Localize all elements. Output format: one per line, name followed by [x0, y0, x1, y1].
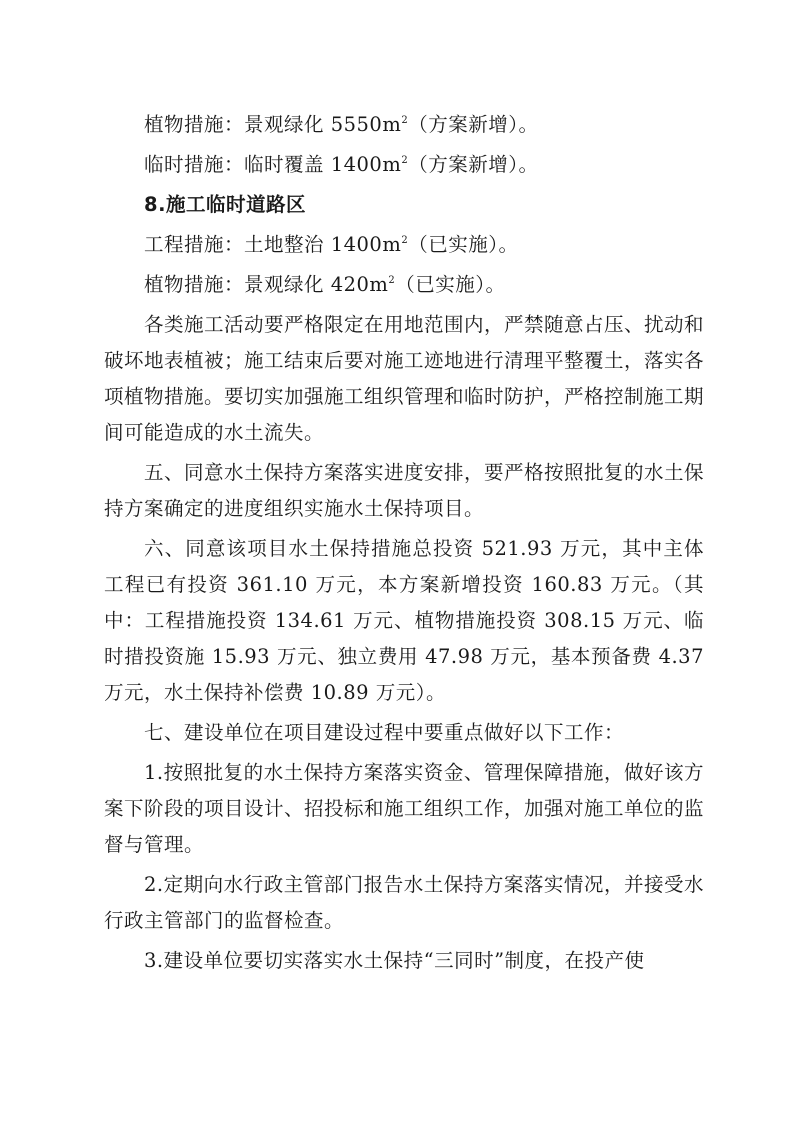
paragraph-construction-requirements: 各类施工活动要严格限定在用地范围内，严禁随意占压、扰动和破坏地表植被；施工结束后要对施工迹地进行清理平整覆土，落实各项植物措施。要切实加强施工组织管理和临时防护，严格控制施工期间可能造成的水土流失。 [104, 313, 705, 444]
document-body [104, 107, 704, 983]
paragraph-plant-measures: 植物措施：景观绿化 $5550m^2$（方案新增）。 [144, 113, 539, 136]
paragraph-subitem-2: 2.定期向水行政主管部门报告水土保持方案落实情况，并接受水行政主管部门的监督检查。 [104, 873, 704, 932]
paragraph-temporary-measures: 临时措施：临时覆盖 $1400m^2$（方案新增）。 [144, 153, 539, 176]
paragraph-subitem-3: 3.建设单位要切实落实水土保持“三同时”制度，在投产使 [144, 949, 645, 972]
paragraph-subitem-1: 1.按照批复的水土保持方案落实资金、管理保障措施，做好该方案下阶段的项目设计、招投标和施工组织工作，加强对施工单位的监督与管理。 [104, 761, 705, 856]
paragraph-item-seven: 七、建设单位在项目建设过程中要重点做好以下工作： [144, 721, 625, 744]
paragraph-engineering-measures: 工程措施：土地整治 $1400m^2$（已实施）。 [144, 233, 519, 256]
paragraph-item-five: 五、同意水土保持方案落实进度安排，要严格按照批复的水土保持方案确定的进度组织实施水土保持项目。 [104, 461, 705, 520]
paragraph-plant-measures-road: 植物措施：景观绿化 $420m^2$（已实施）。 [144, 273, 506, 296]
paragraph-item-six: 六、同意该项目水土保持措施总投资 521.93 万元，其中主体工程已有投资 361.10 万元，本方案新增投资 160.83 万元。（其中：工程措施投资 134.61 万元、植物措施投资 308.15 万元、临时措投资施 15.93 万元、独立费用 47.98 万元，基本预备费 4.37 万元，水土保持补偿费 10.89 万元）。 [104, 537, 704, 704]
section-heading-temp-road-area: 8.施工临时道路区 [144, 193, 306, 216]
